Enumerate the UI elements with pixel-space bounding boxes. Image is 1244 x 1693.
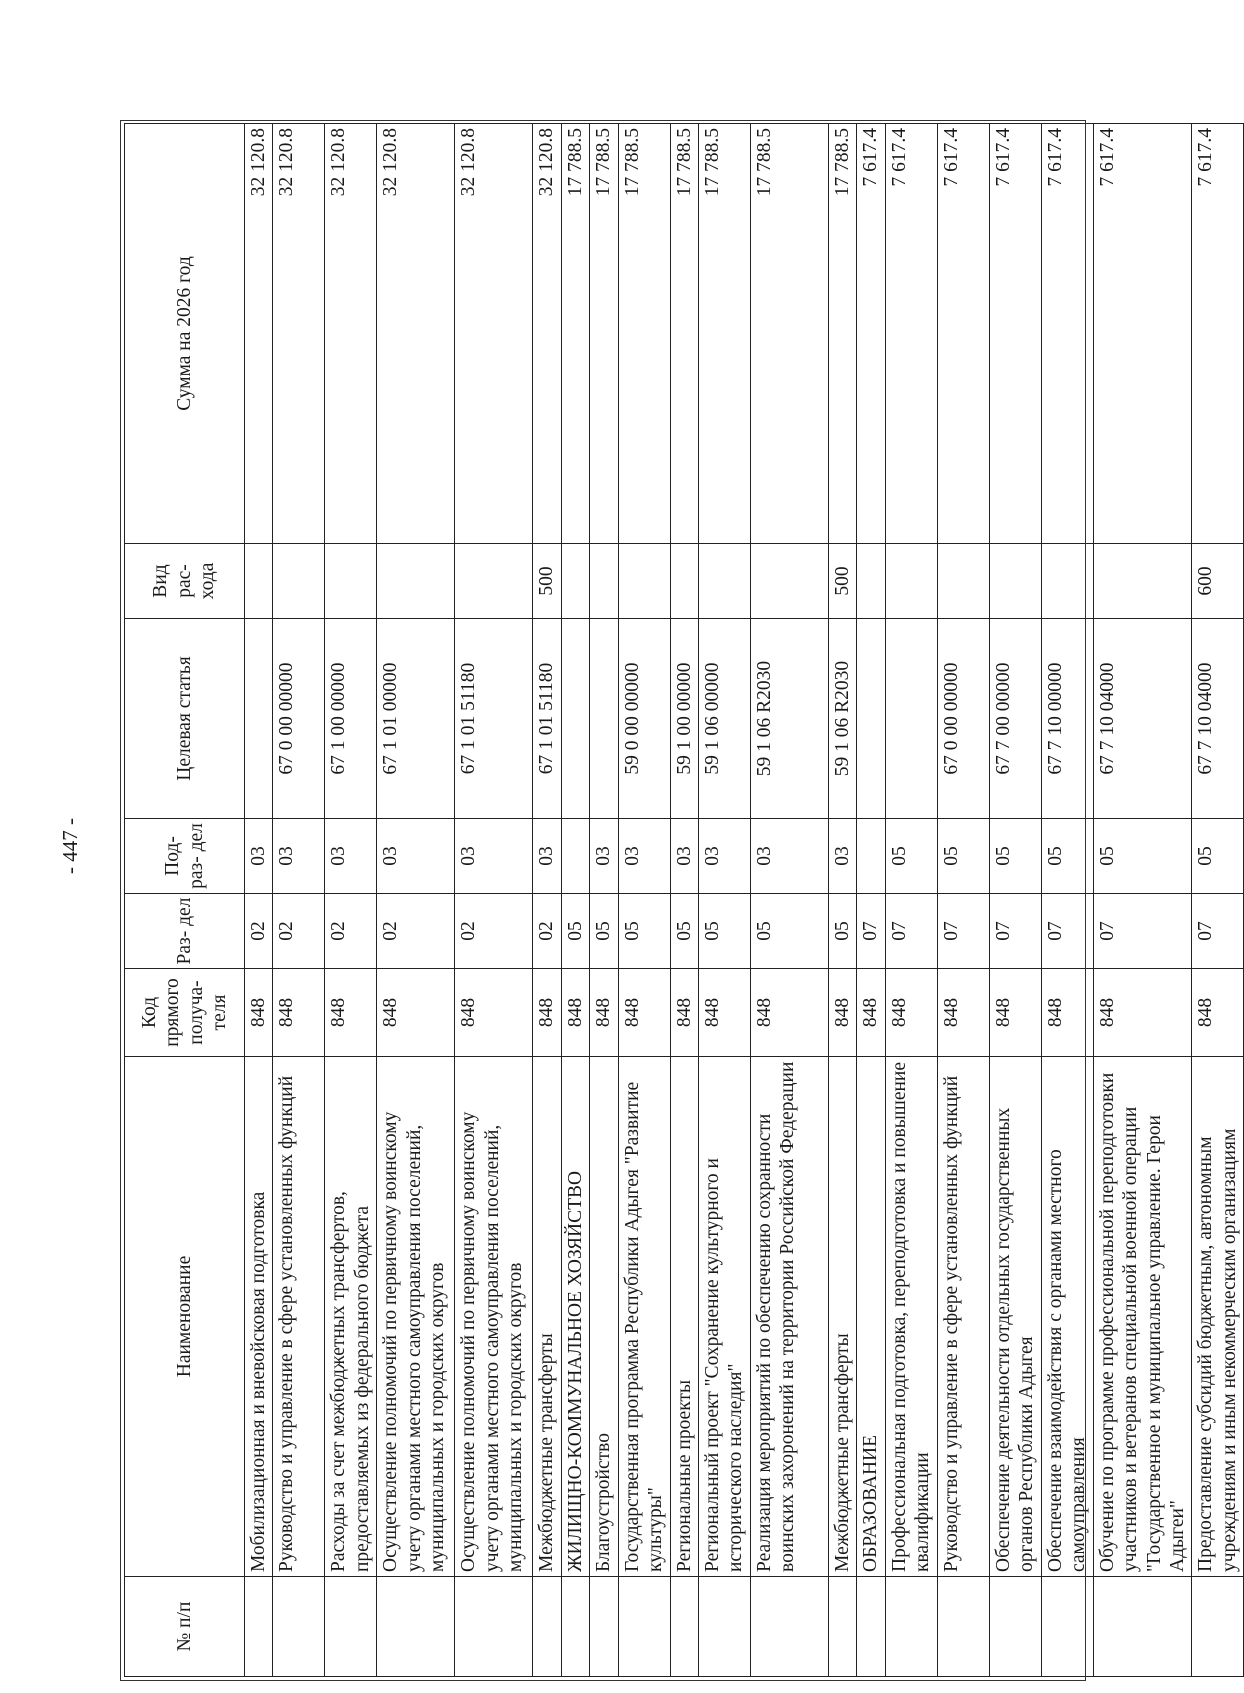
- cell-name: Обучение по программе профессиональной переподготовки участников и ветеранов специальной военной операции "Государственное и муниципальное управление. Герои Адыгеи": [1093, 1057, 1192, 1577]
- cell-target: [245, 619, 273, 819]
- cell-target: 59 1 06 R2030: [750, 619, 828, 819]
- cell-expense-type: [885, 544, 937, 619]
- cell-num: [989, 1577, 1041, 1677]
- cell-recipient: 848: [618, 969, 670, 1057]
- cell-recipient: 848: [857, 969, 885, 1057]
- cell-name: Обеспечение деятельности отдельных государственных органов Республики Адыгея: [989, 1057, 1041, 1577]
- cell-subsection: 05: [1192, 819, 1244, 894]
- cell-expense-type: [325, 544, 377, 619]
- cell-section: 05: [618, 894, 670, 969]
- cell-recipient: 848: [245, 969, 273, 1057]
- table-row: [857, 124, 885, 1677]
- cell-target: [885, 619, 937, 819]
- table-row: [590, 124, 618, 1677]
- cell-expense-type: [455, 544, 533, 619]
- page-number: - 447 -: [58, 818, 82, 874]
- cell-num: [1041, 1577, 1093, 1677]
- cell-subsection: 03: [273, 819, 325, 894]
- cell-amount: 17 788.5: [828, 124, 856, 544]
- header-name: Наименование: [125, 1057, 245, 1577]
- cell-section: 07: [1093, 894, 1192, 969]
- cell-name: Обеспечение взаимодействия с органами местного самоуправления: [1041, 1057, 1093, 1577]
- cell-recipient: 848: [1041, 969, 1093, 1057]
- table-row: [828, 124, 856, 1677]
- cell-name: Руководство и управление в сфере установленных функций: [937, 1057, 989, 1577]
- cell-name: Осуществление полномочий по первичному воинскому учету органами местного самоуправления поселений, муниципальных и городских округов: [377, 1057, 455, 1577]
- cell-name: Государственная программа Республики Адыгея "Развитие культуры": [618, 1057, 670, 1577]
- cell-expense-type: [590, 544, 618, 619]
- table-row: [670, 124, 698, 1677]
- cell-num: [698, 1577, 750, 1677]
- cell-name: Предоставление субсидий бюджетным, автономным учреждениям и иным некоммерческим организациям: [1192, 1057, 1244, 1577]
- table-row: [561, 124, 589, 1677]
- table-row: [245, 124, 273, 1677]
- cell-amount: 7 617.4: [1093, 124, 1192, 544]
- table-row: [1041, 124, 1093, 1677]
- cell-name: Мобилизационная и вневойсковая подготовка: [245, 1057, 273, 1577]
- cell-expense-type: [989, 544, 1041, 619]
- cell-recipient: 848: [937, 969, 989, 1057]
- cell-name: Региональные проекты: [670, 1057, 698, 1577]
- table-row: [989, 124, 1041, 1677]
- cell-amount: 32 120.8: [245, 124, 273, 544]
- cell-num: [245, 1577, 273, 1677]
- cell-section: 07: [937, 894, 989, 969]
- table-row: [698, 124, 750, 1677]
- cell-expense-type: [1041, 544, 1093, 619]
- cell-expense-type: [245, 544, 273, 619]
- cell-target: 67 7 10 00000: [1041, 619, 1093, 819]
- cell-expense-type: [377, 544, 455, 619]
- cell-name: Реализация мероприятий по обеспечению сохранности воинских захоронений на территории Российской Федерации: [750, 1057, 828, 1577]
- header-subsection: Под- раз- дел: [125, 819, 245, 894]
- cell-target: 59 0 00 00000: [618, 619, 670, 819]
- table-row: [885, 124, 937, 1677]
- cell-num: [857, 1577, 885, 1677]
- cell-target: 59 1 00 00000: [670, 619, 698, 819]
- cell-num: [377, 1577, 455, 1677]
- cell-expense-type: [857, 544, 885, 619]
- cell-expense-type: 600: [1192, 544, 1244, 619]
- cell-amount: 7 617.4: [885, 124, 937, 544]
- cell-section: 02: [325, 894, 377, 969]
- cell-expense-type: [670, 544, 698, 619]
- cell-name: Региональный проект "Сохранение культурного и исторического наследия": [698, 1057, 750, 1577]
- cell-section: 05: [828, 894, 856, 969]
- cell-section: 02: [245, 894, 273, 969]
- cell-subsection: 03: [618, 819, 670, 894]
- cell-subsection: 03: [670, 819, 698, 894]
- cell-section: 07: [1041, 894, 1093, 969]
- cell-recipient: 848: [590, 969, 618, 1057]
- cell-target: [857, 619, 885, 819]
- cell-num: [937, 1577, 989, 1677]
- cell-expense-type: [618, 544, 670, 619]
- cell-target: [561, 619, 589, 819]
- cell-subsection: 05: [989, 819, 1041, 894]
- cell-num: [325, 1577, 377, 1677]
- cell-subsection: 03: [828, 819, 856, 894]
- cell-num: [828, 1577, 856, 1677]
- table-row: [618, 124, 670, 1677]
- table-row: [455, 124, 533, 1677]
- cell-target: 67 1 00 00000: [325, 619, 377, 819]
- cell-target: 67 1 01 00000: [377, 619, 455, 819]
- cell-recipient: 848: [1192, 969, 1244, 1057]
- cell-section: 07: [857, 894, 885, 969]
- cell-name: Благоустройство: [590, 1057, 618, 1577]
- cell-section: 02: [533, 894, 561, 969]
- cell-target: 67 1 01 51180: [455, 619, 533, 819]
- header-recipient: Код прямого получа- теля: [125, 969, 245, 1057]
- cell-amount: 7 617.4: [989, 124, 1041, 544]
- cell-expense-type: 500: [828, 544, 856, 619]
- cell-target: 59 1 06 R2030: [828, 619, 856, 819]
- cell-subsection: 05: [937, 819, 989, 894]
- cell-subsection: 05: [885, 819, 937, 894]
- cell-recipient: 848: [533, 969, 561, 1057]
- header-target: Целевая статья: [125, 619, 245, 819]
- cell-expense-type: [273, 544, 325, 619]
- cell-subsection: 03: [750, 819, 828, 894]
- cell-num: [561, 1577, 589, 1677]
- cell-recipient: 848: [828, 969, 856, 1057]
- cell-expense-type: [561, 544, 589, 619]
- cell-num: [533, 1577, 561, 1677]
- cell-section: 02: [377, 894, 455, 969]
- cell-amount: 32 120.8: [273, 124, 325, 544]
- cell-num: [455, 1577, 533, 1677]
- cell-recipient: 848: [377, 969, 455, 1057]
- cell-recipient: 848: [325, 969, 377, 1057]
- cell-amount: 32 120.8: [533, 124, 561, 544]
- cell-recipient: 848: [273, 969, 325, 1057]
- cell-target: 67 0 00 00000: [273, 619, 325, 819]
- cell-amount: 7 617.4: [857, 124, 885, 544]
- cell-subsection: 03: [698, 819, 750, 894]
- cell-subsection: 05: [1041, 819, 1093, 894]
- table-body: [245, 124, 1244, 1677]
- cell-name: Расходы за счет межбюджетных трансфертов, предоставляемых из федерального бюджета: [325, 1057, 377, 1577]
- cell-recipient: 848: [885, 969, 937, 1057]
- header-amount: Сумма на 2026 год: [125, 124, 245, 544]
- cell-num: [670, 1577, 698, 1677]
- cell-subsection: 03: [590, 819, 618, 894]
- cell-amount: 7 617.4: [1192, 124, 1244, 544]
- cell-name: Межбюджетные трансферты: [828, 1057, 856, 1577]
- table-row: [377, 124, 455, 1677]
- cell-target: [590, 619, 618, 819]
- cell-name: Руководство и управление в сфере установленных функций: [273, 1057, 325, 1577]
- cell-recipient: 848: [750, 969, 828, 1057]
- cell-section: 05: [670, 894, 698, 969]
- cell-amount: 17 788.5: [618, 124, 670, 544]
- cell-section: 02: [455, 894, 533, 969]
- header-num: № п/п: [125, 1577, 245, 1677]
- cell-amount: 32 120.8: [455, 124, 533, 544]
- cell-expense-type: [1093, 544, 1192, 619]
- cell-num: [273, 1577, 325, 1677]
- cell-amount: 17 788.5: [590, 124, 618, 544]
- cell-expense-type: [937, 544, 989, 619]
- cell-name: Профессиональная подготовка, переподготовка и повышение квалификации: [885, 1057, 937, 1577]
- cell-name: ОБРАЗОВАНИЕ: [857, 1057, 885, 1577]
- cell-section: 07: [885, 894, 937, 969]
- table-row: [937, 124, 989, 1677]
- cell-recipient: 848: [989, 969, 1041, 1057]
- cell-recipient: 848: [1093, 969, 1192, 1057]
- cell-subsection: [857, 819, 885, 894]
- cell-section: 05: [561, 894, 589, 969]
- cell-target: 67 7 00 00000: [989, 619, 1041, 819]
- cell-subsection: 03: [325, 819, 377, 894]
- cell-subsection: 03: [377, 819, 455, 894]
- cell-amount: 32 120.8: [377, 124, 455, 544]
- cell-amount: 7 617.4: [1041, 124, 1093, 544]
- cell-section: 07: [989, 894, 1041, 969]
- cell-subsection: 03: [533, 819, 561, 894]
- cell-recipient: 848: [670, 969, 698, 1057]
- cell-section: 05: [698, 894, 750, 969]
- cell-expense-type: [750, 544, 828, 619]
- cell-num: [750, 1577, 828, 1677]
- table-row: [1192, 124, 1244, 1677]
- cell-num: [885, 1577, 937, 1677]
- cell-recipient: 848: [698, 969, 750, 1057]
- table-row: [1093, 124, 1192, 1677]
- cell-target: 67 1 01 51180: [533, 619, 561, 819]
- cell-amount: 17 788.5: [561, 124, 589, 544]
- cell-name: ЖИЛИЩНО-КОММУНАЛЬНОЕ ХОЗЯЙСТВО: [561, 1057, 589, 1577]
- header-section: Раз- дел: [125, 894, 245, 969]
- table-header-row: [125, 124, 245, 1677]
- cell-section: 05: [750, 894, 828, 969]
- cell-name: Межбюджетные трансферты: [533, 1057, 561, 1577]
- cell-num: [1192, 1577, 1244, 1677]
- cell-target: 59 1 06 00000: [698, 619, 750, 819]
- cell-name: Осуществление полномочий по первичному воинскому учету органами местного самоуправления поселений, муниципальных и городских округов: [455, 1057, 533, 1577]
- cell-amount: 17 788.5: [670, 124, 698, 544]
- cell-section: 07: [1192, 894, 1244, 969]
- cell-recipient: 848: [561, 969, 589, 1057]
- cell-subsection: 03: [245, 819, 273, 894]
- table-row: [325, 124, 377, 1677]
- cell-num: [1093, 1577, 1192, 1677]
- cell-subsection: [561, 819, 589, 894]
- cell-target: 67 7 10 04000: [1093, 619, 1192, 819]
- cell-amount: 17 788.5: [698, 124, 750, 544]
- cell-section: 05: [590, 894, 618, 969]
- cell-amount: 17 788.5: [750, 124, 828, 544]
- budget-table-sheet: [124, 124, 1240, 1677]
- cell-num: [618, 1577, 670, 1677]
- table-row: [533, 124, 561, 1677]
- table-row: [273, 124, 325, 1677]
- cell-target: 67 7 10 04000: [1192, 619, 1244, 819]
- table-row: [750, 124, 828, 1677]
- cell-expense-type: 500: [533, 544, 561, 619]
- cell-section: 02: [273, 894, 325, 969]
- budget-table: [124, 123, 1244, 1677]
- cell-subsection: 03: [455, 819, 533, 894]
- header-expense-type: Вид рас- хода: [125, 544, 245, 619]
- cell-amount: 7 617.4: [937, 124, 989, 544]
- cell-subsection: 05: [1093, 819, 1192, 894]
- cell-num: [590, 1577, 618, 1677]
- cell-recipient: 848: [455, 969, 533, 1057]
- cell-target: 67 0 00 00000: [937, 619, 989, 819]
- cell-amount: 32 120.8: [325, 124, 377, 544]
- cell-expense-type: [698, 544, 750, 619]
